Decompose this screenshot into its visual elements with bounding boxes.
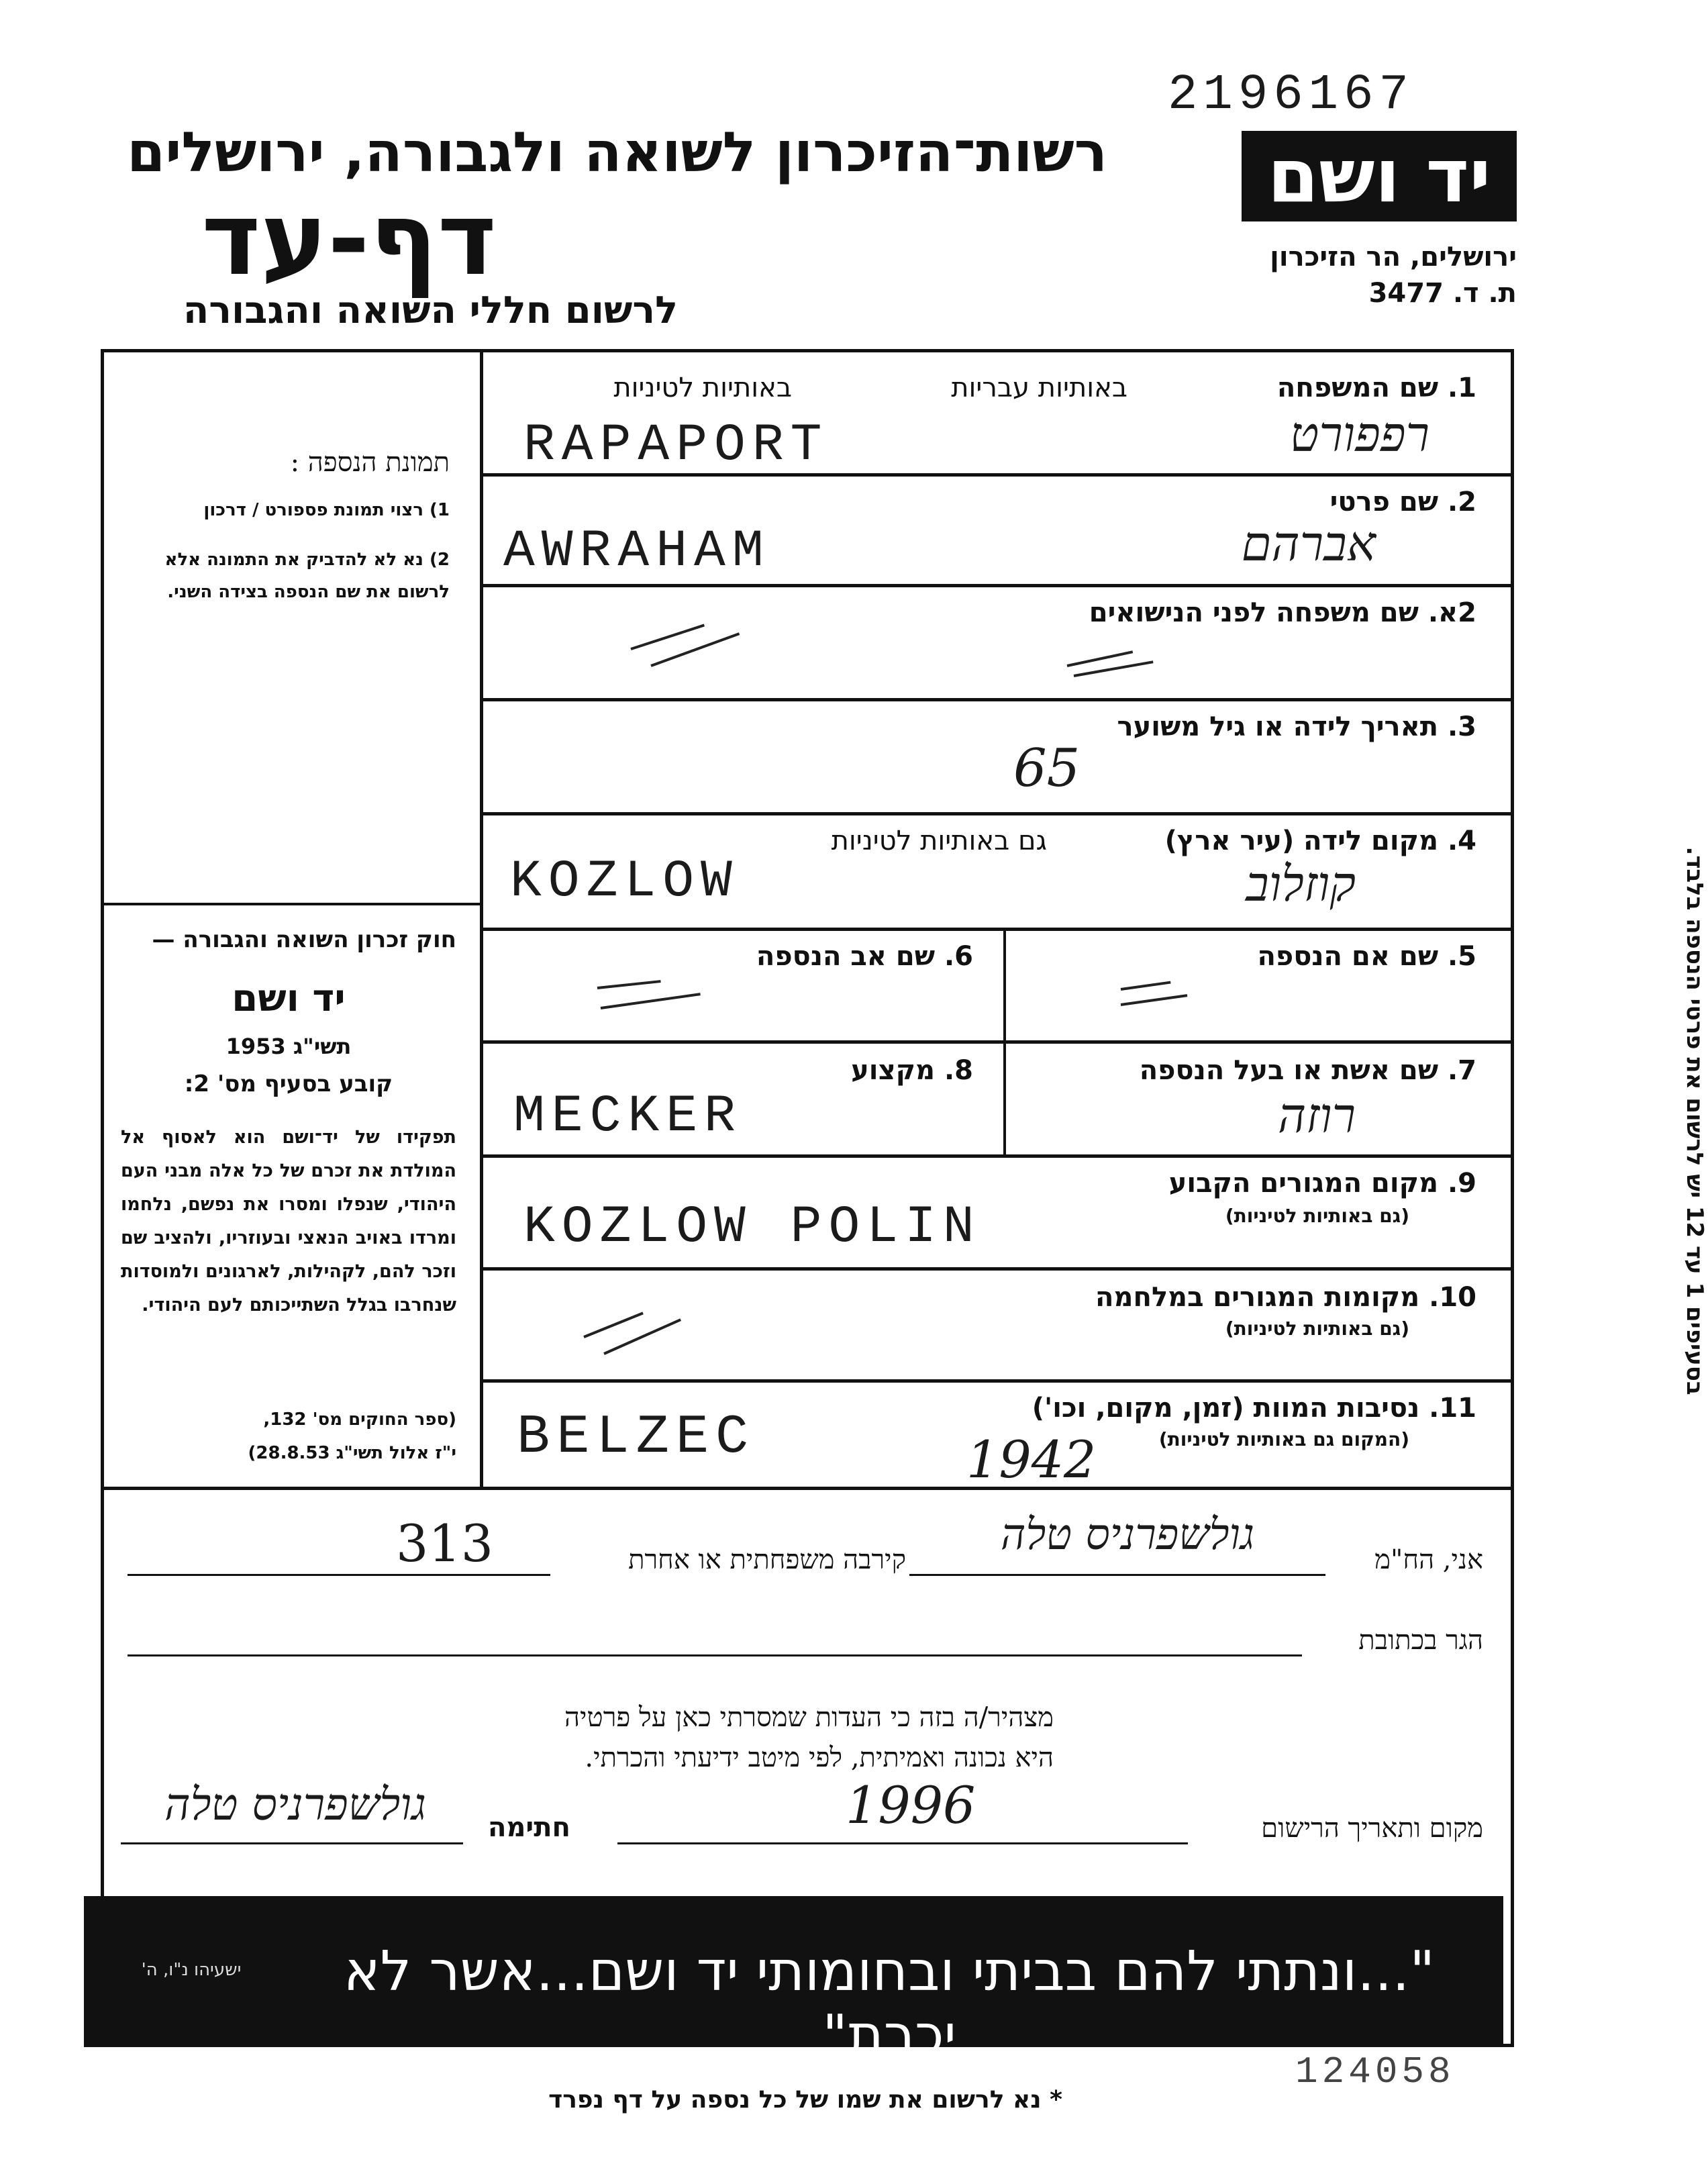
field-2-label: 2. שם פרטי bbox=[1329, 487, 1476, 517]
document-number: 2196167 bbox=[1168, 67, 1414, 123]
row-sep-10 bbox=[102, 1487, 1513, 1490]
field-4-value-hebrew[interactable]: קוזלוב bbox=[1246, 856, 1356, 912]
relation-value[interactable]: 313 bbox=[396, 1514, 494, 1573]
field-5-label: 5. שם אם הנספה bbox=[1257, 941, 1476, 972]
law-name: יד ושם bbox=[232, 977, 346, 1020]
signature-label: חתימה bbox=[487, 1812, 570, 1843]
authority-name: רשות־הזיכרון לשואה ולגבורה, ירושלים bbox=[127, 121, 1107, 185]
row-sep-2 bbox=[482, 584, 1513, 587]
field-11-sublabel: (המקום גם באותיות לטיניות) bbox=[1158, 1428, 1409, 1450]
row-sep-3 bbox=[482, 698, 1513, 701]
address-line-1: ירושלים, הר הזיכרון bbox=[1270, 242, 1517, 272]
law-title: חוק זכרון השואה והגבורה — bbox=[152, 926, 456, 953]
place-date-label: מקום ותאריך הרישום bbox=[1261, 1813, 1483, 1844]
law-body: תפקידו של יד־ושם הוא לאסוף אל המולדת את זכרם של כל אלה מבני העם היהודי, שנפלו ומסרו את נפשם, נלחמו ומרדו באויב הנאצי ובעוזריו, ולהציב שם וזכר להם, לקהילות, לארגונים ולמוסדות שנחרבו בגלל השתייכותם לעם היהודי. bbox=[121, 1127, 456, 1316]
field-8-value[interactable]: MECKER bbox=[513, 1087, 742, 1146]
form-subtitle: לרשום חללי השואה והגבורה bbox=[183, 289, 678, 332]
law-reference-1: (ספר החוקים מס' 132, bbox=[263, 1409, 456, 1430]
relation-label: קירבה משפחתית או אחרת bbox=[628, 1544, 906, 1575]
field-3-label: 3. תאריך לידה או גיל משוער bbox=[1117, 711, 1476, 742]
declaration-undersigned: אני, הח"מ bbox=[1374, 1544, 1483, 1575]
row-split-divider bbox=[1003, 930, 1006, 1154]
field-9-label: 9. מקום המגורים הקבוע bbox=[1168, 1168, 1476, 1199]
address-line-2: ת. ד. 3477 bbox=[1368, 278, 1517, 309]
field-2-value-hebrew[interactable]: אברהם bbox=[1241, 515, 1376, 572]
field-10-sublabel: (גם באותיות לטיניות) bbox=[1225, 1318, 1409, 1340]
field-9-value[interactable]: KOZLOW POLIN bbox=[523, 1198, 981, 1257]
field-1-value-latin[interactable]: RAPAPORT bbox=[523, 416, 829, 475]
photo-heading: תמונת הנספה : bbox=[290, 447, 450, 478]
place-date-line bbox=[617, 1842, 1188, 1844]
field-10-label: 10. מקומות המגורים במלחמה bbox=[1095, 1282, 1476, 1313]
statement-line-1: מצהיר/ה בזה כי העדות שמסרתי כאן על פרטיה bbox=[564, 1702, 1054, 1733]
field-2a-label: 2א. שם משפחה לפני הנישואים bbox=[1089, 597, 1476, 628]
field-1-label: 1. שם המשפחה bbox=[1276, 373, 1476, 403]
field-11-value-year[interactable]: 1942 bbox=[966, 1430, 1097, 1489]
field-4-label: 4. מקום לידה (עיר ארץ) bbox=[1164, 826, 1476, 856]
law-year: תשי"ג 1953 bbox=[225, 1034, 352, 1059]
field-11-value-place[interactable]: BELZEC bbox=[517, 1406, 756, 1469]
field-2-value-latin[interactable]: AWRAHAM bbox=[503, 522, 770, 581]
photo-note-1: 1) רצוי תמונת פספורט / דרכון bbox=[203, 500, 450, 520]
statement-line-2: היא נכונה ואמיתית, לפי מיטב ידיעתי והכרתי. bbox=[585, 1742, 1054, 1773]
form-title: דף-עד bbox=[201, 181, 497, 298]
row-sep-7 bbox=[482, 1154, 1513, 1158]
signature-value[interactable]: גולשפרניס טלה bbox=[164, 1779, 426, 1830]
footer-note: * נא לרשום את שמו של כל נספה על דף נפרד bbox=[548, 2086, 1062, 2114]
stamp-number: 124058 bbox=[1295, 2050, 1455, 2093]
quote-text: "...ונתתי להם בביתי ובחומותי יד ושם...אשר לא יכרת" bbox=[343, 1940, 1436, 2067]
row-sep-6 bbox=[482, 1040, 1513, 1044]
quote-source: ישעיהו נ"ו, ה' bbox=[141, 1960, 242, 1980]
field-1-latin-header: באותיות לטיניות bbox=[613, 373, 792, 403]
field-7-value[interactable]: רוזה bbox=[1277, 1087, 1356, 1144]
place-date-value[interactable]: 1996 bbox=[846, 1775, 976, 1835]
row-sep-9 bbox=[482, 1379, 1513, 1383]
field-6-label: 6. שם אב הנספה bbox=[756, 941, 973, 972]
photo-note-2: 2) נא לא להדביק את התמונה אלא לרשום את שם הנספה בצידה השני. bbox=[164, 550, 450, 602]
law-reference-2: י"ז אלול תשי"ג 28.8.53) bbox=[248, 1443, 456, 1463]
field-8-label: 8. מקצוע bbox=[851, 1055, 973, 1086]
row-sep-8 bbox=[482, 1267, 1513, 1271]
address-label: הגר בכתובת bbox=[1358, 1625, 1483, 1656]
address-line bbox=[128, 1654, 1302, 1656]
field-4-value-latin[interactable]: KOZLOW bbox=[510, 852, 739, 911]
law-section: קובע בסעיף מס' 2: bbox=[184, 1071, 393, 1097]
field-3-value[interactable]: 65 bbox=[1013, 738, 1081, 799]
field-1-hebrew-header: באותיות עבריות bbox=[951, 373, 1127, 403]
side-instruction: בסעיפים 1 עד 12 יש לרשום את פרטי הנספה בלבד. bbox=[1681, 846, 1708, 1395]
field-9-sublabel: (גם באותיות לטיניות) bbox=[1225, 1205, 1409, 1227]
field-4-latin-header: גם באותיות לטיניות bbox=[831, 826, 1047, 856]
field-11-label: 11. נסיבות המוות (זמן, מקום, וכו') bbox=[1032, 1393, 1476, 1424]
signer-name-value[interactable]: גולשפרניס טלה bbox=[1000, 1510, 1255, 1560]
logo-text: יד ושם bbox=[1267, 133, 1491, 219]
relation-line bbox=[128, 1574, 550, 1576]
row-sep-4 bbox=[482, 812, 1513, 815]
field-1-value-hebrew[interactable]: רפפורט bbox=[1289, 406, 1429, 462]
panel-divider bbox=[480, 350, 483, 1488]
yad-vashem-logo bbox=[1242, 131, 1517, 221]
signature-line bbox=[121, 1842, 463, 1844]
left-panel-divider bbox=[102, 903, 481, 905]
field-7-label: 7. שם אשת או בעל הנספה bbox=[1139, 1055, 1476, 1086]
signer-name-line bbox=[909, 1574, 1325, 1576]
row-sep-5 bbox=[482, 928, 1513, 931]
